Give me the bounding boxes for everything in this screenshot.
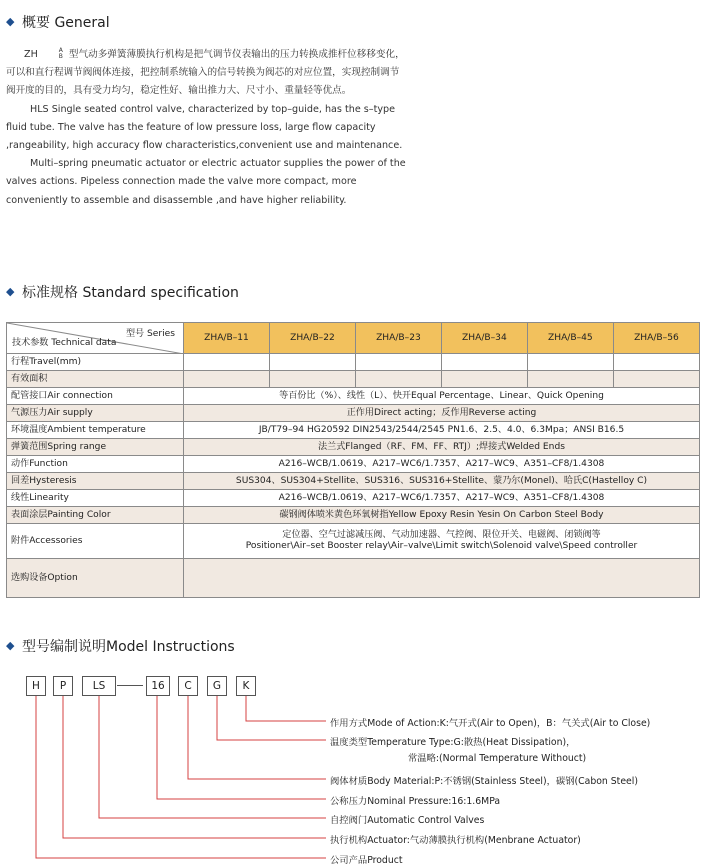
- spec-row-air-connection: 配管接口Air connection 等百份比（%）、线性（L）、快开Equal Percentage、Linear、Quick Opening: [7, 388, 700, 405]
- spec-row-painting: 表面涂层Painting Color 碳钢阀体喷米黄色环氧树指Yellow Epoxy Resin Yesin On Carbon Steel Body: [7, 507, 700, 524]
- model-header: ZHA/B–23: [355, 323, 441, 354]
- code-box-16: 16: [146, 676, 170, 696]
- spec-row-function: 动作Function A216–WCB/1.0619、A217–WC6/1.7357、A217–WC9、A351–CF8/1.4308: [7, 456, 700, 473]
- model-header: ZHA/B–11: [184, 323, 270, 354]
- spec-row-ambient: 环境温度Ambient temperature JB/T79–94 HG20592 DIN2543/2544/2545 PN1.6、2.5、4.0、6.3Mpa；ANSI B16.5: [7, 422, 700, 439]
- desc-pressure: 公称压力Nominal Pressure:16:1.6MPa: [330, 796, 501, 807]
- accessories-cn: 定位器、空气过滤减压阀、气动加速器、气控阀、限位开关、电磁阀、闭锁阀等: [282, 530, 601, 540]
- general-en-paragraph-1: HLS Single seated control valve, characterized by top–guide, has the s–type fluid tube. The valve has the feature of low pressure loss, large flow capacity ,rangeability, high accuracy flow characteristics,convenient use and maintenance.: [6, 103, 403, 152]
- desc-temperature: 温度类型Temperature Type:G:散热(Heat Dissipation)，: [330, 737, 576, 748]
- code-box-h: H: [26, 676, 46, 696]
- diamond-bullet-icon: ◆: [6, 15, 15, 28]
- desc-temperature-normal: 常温略:(Normal Temperature Withouct): [408, 753, 587, 764]
- general-cn-paragraph: ZH A B 型气动多弹簧薄膜执行机构是把气调节仪表输出的压力转换成推杆位移移变化，可以和直行程调节阀阀体连接，把控制系统输入的信号转换为阀芯的对应位置，实现控制调节阀开度的目的，具有受力均匀，稳定性好、输出推力大、尺寸小、重量轻等优点。: [6, 47, 405, 97]
- general-en-paragraph-2: Multi–spring pneumatic actuator or electric actuator supplies the power of the valves actions. Pipeless connection made the valve more compact, more conveniently to assemble and disassemble ,and have higher reliability.: [6, 158, 406, 206]
- spec-row-linearity: 线性Linearity A216–WCB/1.0619、A217–WC6/1.7357、A217–WC9、A351–CF8/1.4308: [7, 490, 700, 507]
- general-title: 概要 General: [22, 15, 110, 31]
- spec-row-hysteresis: 回差Hysteresis SUS304、SUS304+Stellite、SUS316、SUS316+Stellite、蒙乃尔(Monel)、哈氏C(Hastelloy C): [7, 473, 700, 490]
- model-title: 型号编制说明Model Instructions: [22, 639, 235, 655]
- spec-row-area: 有效面积: [7, 371, 700, 388]
- spec-title: 标准规格 Standard specification: [22, 285, 239, 301]
- diamond-bullet-icon: ◆: [6, 639, 15, 652]
- spec-row-travel: 行程Travel(mm): [7, 354, 700, 371]
- spec-row-air-supply: 气源压力Air supply 正作用Direct acting；反作用Reverse acting: [7, 405, 700, 422]
- code-box-c: C: [178, 676, 198, 696]
- desc-material: 阀体材质Body Material:P:不锈钢(Stainless Steel)，碳钢(Cabon Steel): [330, 776, 638, 787]
- model-header: ZHA/B–56: [613, 323, 699, 354]
- desc-product: 公司产品Product: [330, 855, 403, 866]
- spec-row-spring: 弹簧范围Spring range 法兰式Flanged（RF、FM、FF、RTJ）;焊接式Welded Ends: [7, 439, 700, 456]
- model-suffix-fraction: A B: [58, 47, 63, 60]
- series-label: 型号 Series: [125, 329, 175, 339]
- technical-data-label: 技术参数 Technical data: [12, 338, 117, 348]
- desc-auto-valves: 自控阀门Automatic Control Valves: [330, 815, 485, 826]
- diamond-bullet-icon: ◆: [6, 285, 15, 298]
- code-box-g: G: [207, 676, 227, 696]
- model-header: ZHA/B–34: [441, 323, 527, 354]
- accessories-en: Positioner\Air–set Booster relay\Air–valve\Limit switch\Solenoid valve\Speed controller: [245, 541, 638, 551]
- spec-row-accessories: 附件Accessories 定位器、空气过滤减压阀、气动加速器、气控阀、限位开关、电磁阀、闭锁阀等 Positioner\Air–set Booster relay\Air–valve\Limit switch\Solenoid valve\Speed controller: [7, 524, 700, 559]
- code-box-p: P: [53, 676, 73, 696]
- desc-action: 作用方式Mode of Action:K:气开式(Air to Open)，B：气关式(Air to Close): [330, 718, 651, 729]
- code-box-k: K: [236, 676, 256, 696]
- code-box-ls: LS: [82, 676, 116, 696]
- spec-row-option: 选购设备Option: [7, 559, 700, 598]
- desc-actuator: 执行机构Actuator:气动薄膜执行机构(Menbrane Actuator): [330, 835, 581, 846]
- model-header: ZHA/B–22: [269, 323, 355, 354]
- model-header: ZHA/B–45: [527, 323, 613, 354]
